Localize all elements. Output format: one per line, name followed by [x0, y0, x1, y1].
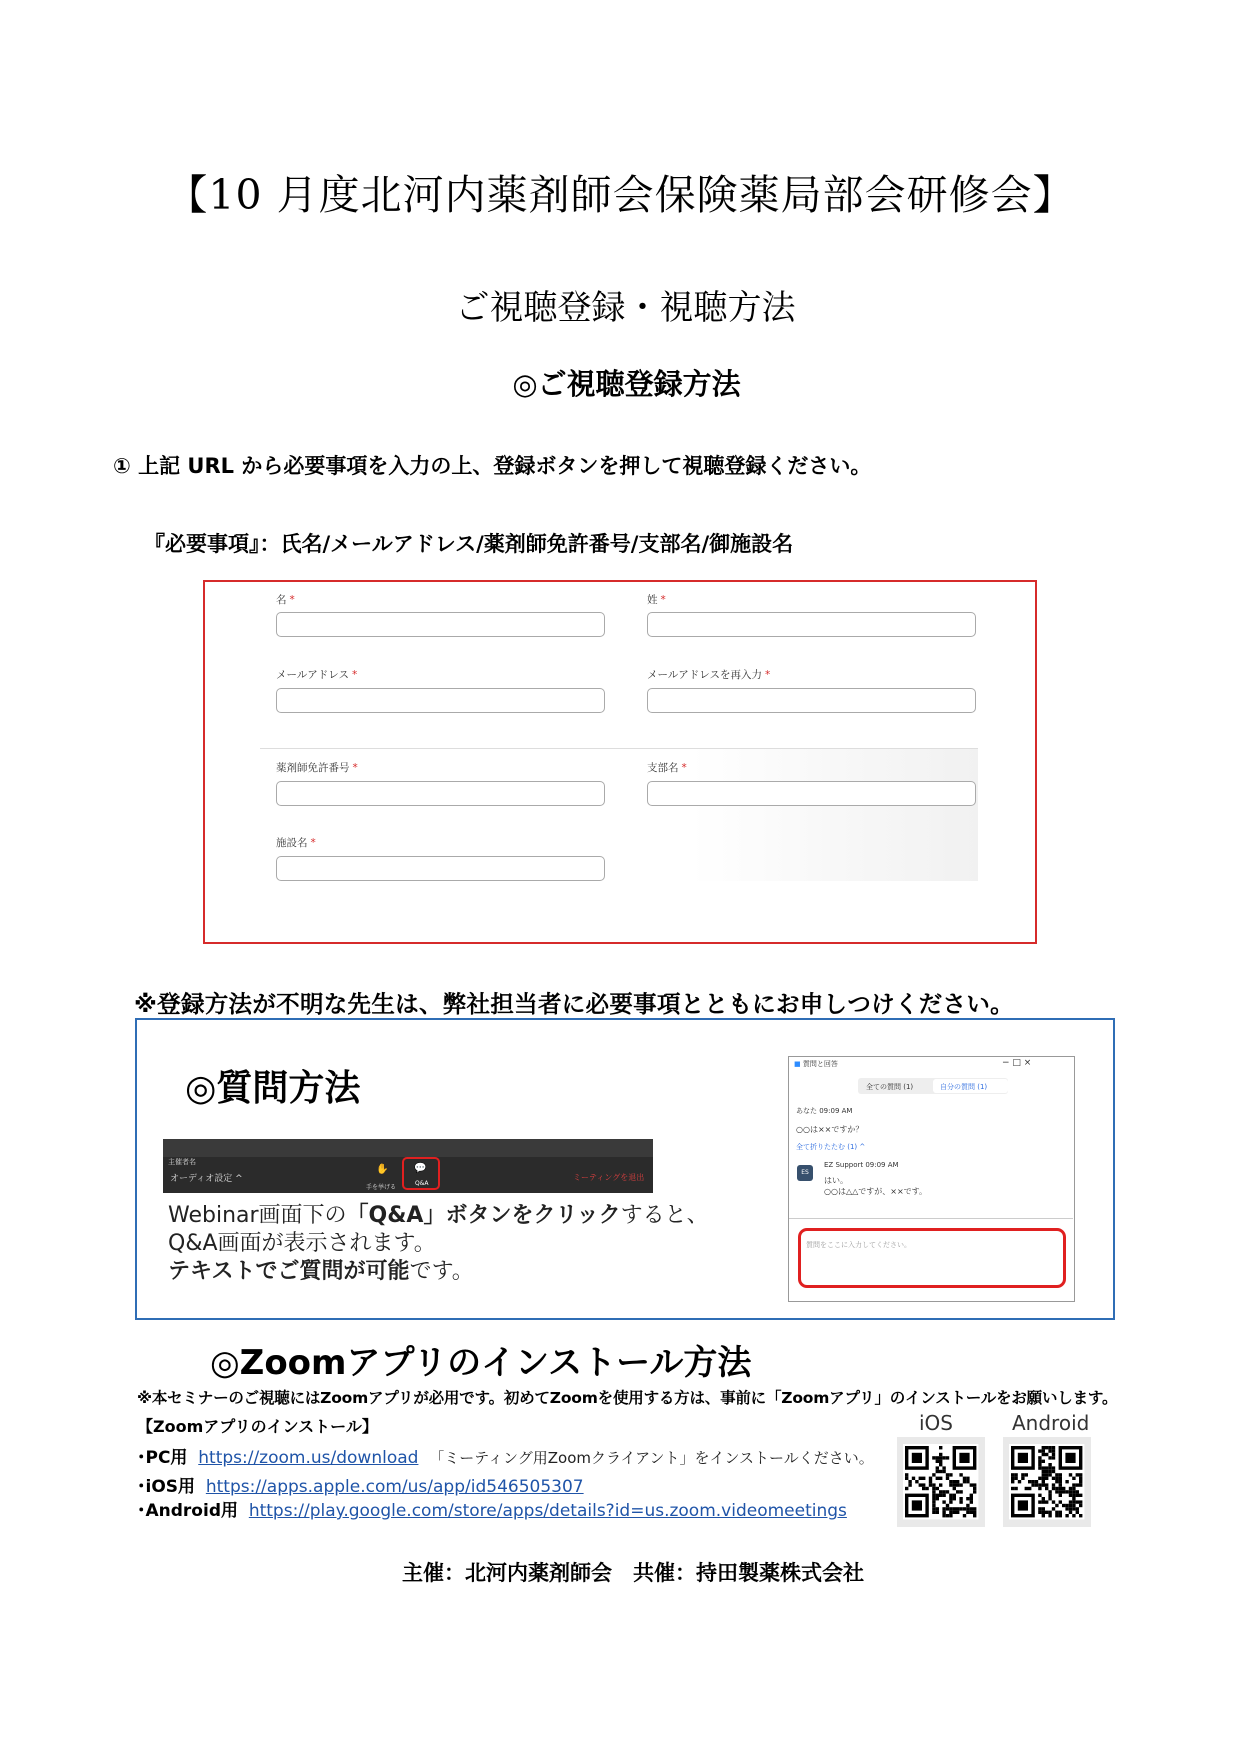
qa-chat-icon: 💬	[414, 1163, 427, 1174]
license-number-input[interactable]	[276, 781, 605, 806]
question-heading: ◎質問方法	[185, 1068, 361, 1109]
qa-question-input[interactable]: 質問をここに入力してください。	[806, 1241, 911, 1249]
qr-ios-label: iOS	[919, 1411, 953, 1435]
ios-app-link[interactable]: https://apps.apple.com/us/app/id546505307	[205, 1477, 584, 1497]
email-input[interactable]	[276, 688, 605, 713]
qa-collapse-all[interactable]: 全て折りたたむ (1) ^	[796, 1143, 866, 1151]
page-title: 【10 月度北河内薬剤師会保険薬局部会研修会】	[166, 171, 1075, 219]
qr-code-ios-icon[interactable]	[897, 1437, 985, 1527]
field-label-branch: 支部名 *	[647, 762, 687, 774]
pc-download-link[interactable]: https://zoom.us/download	[198, 1448, 419, 1468]
field-label-facility: 施設名 *	[276, 837, 316, 849]
field-label-email: メールアドレス *	[276, 669, 358, 681]
qa-input-highlight	[798, 1228, 1066, 1288]
zoom-host-name: 主催者名	[168, 1158, 196, 1166]
pc-note: 「ミーティング用Zoomクライアント」をインストールください。	[429, 1449, 874, 1467]
install-subheading: 【Zoomアプリのインストール】	[137, 1417, 378, 1436]
qa-you-time: あなた 09:09 AM	[796, 1107, 853, 1115]
qa-answer-line-1: はい。	[824, 1176, 848, 1185]
install-heading: ◎Zoomアプリのインストール方法	[210, 1343, 752, 1383]
qr-android-label: Android	[1012, 1411, 1090, 1435]
qa-button[interactable]: Q&A	[415, 1180, 429, 1187]
registration-heading: ◎ご視聴登録方法	[512, 367, 741, 401]
qa-support-time: EZ Support 09:09 AM	[824, 1161, 899, 1169]
raise-hand-label[interactable]: 手を挙げる	[366, 1184, 397, 1191]
field-label-email-confirm: メールアドレスを再入力 *	[647, 669, 771, 681]
field-label-last-name: 姓 *	[647, 594, 666, 606]
leave-meeting-button[interactable]: ミーティングを退出	[573, 1173, 645, 1182]
qa-input-divider	[789, 1218, 1073, 1219]
qa-window-title: ■ 質問と回答	[794, 1060, 838, 1068]
android-app-link[interactable]: https://play.google.com/store/apps/details?id=us.zoom.videomeetings	[248, 1501, 847, 1521]
ios-install-row	[137, 1472, 584, 1497]
tab-my-questions[interactable]: 自分の質問 (1)	[940, 1083, 988, 1091]
email-confirm-input[interactable]	[647, 688, 976, 713]
field-label-license-number: 薬剤師免許番号 *	[276, 762, 358, 774]
question-description: Webinar画面下の「Q&A」ボタンをクリックすると、 Q&A画面が表示されます。 テキストでご質問が可能です。	[168, 1203, 709, 1284]
android-label: ･Android用	[137, 1501, 238, 1521]
tab-all-questions[interactable]: 全ての質問 (1)	[866, 1083, 914, 1091]
android-install-row	[137, 1496, 847, 1521]
field-label-first-name: 名 *	[276, 594, 295, 606]
page-subtitle: ご視聴登録・視聴方法	[455, 288, 796, 328]
qr-code-android-icon[interactable]	[1003, 1437, 1091, 1527]
last-name-input[interactable]	[647, 612, 976, 637]
first-name-input[interactable]	[276, 612, 605, 637]
footer-organizers: 主催：北河内薬剤師会 共催：持田製薬株式会社	[402, 1561, 864, 1585]
install-note: ※本セミナーのご視聴にはZoomアプリが必用です。初めてZoomを使用する方は、事前に「Zoomアプリ」のインストールをお願いします。	[137, 1389, 1118, 1407]
pc-label: ･PC用	[137, 1448, 188, 1468]
qa-window-controls[interactable]: − □ ×	[1002, 1058, 1032, 1068]
branch-input[interactable]	[647, 781, 976, 806]
qa-question-text: ○○は××ですか？	[796, 1125, 864, 1134]
pc-install-row	[137, 1443, 874, 1468]
raise-hand-icon: ✋	[376, 1164, 389, 1175]
qa-answer-line-2: ○○は△△ですが、××です。	[824, 1187, 928, 1196]
registration-note: ※登録方法が不明な先生は、弊社担当者に必要事項とともにお申しつけください。	[134, 990, 1014, 1018]
avatar: ES	[797, 1165, 813, 1181]
zoom-audio-settings[interactable]: オーディオ設定 ^	[170, 1174, 243, 1184]
zoom-toolbar-top	[163, 1139, 653, 1157]
required-items: 『必要事項』：氏名/メールアドレス/薬剤師免許番号/支部名/御施設名	[144, 532, 794, 556]
facility-input[interactable]	[276, 856, 605, 881]
registration-step-1: ① 上記 URL から必要事項を入力の上、登録ボタンを押して視聴登録ください。	[113, 454, 872, 478]
ios-label: ･iOS用	[137, 1477, 196, 1497]
